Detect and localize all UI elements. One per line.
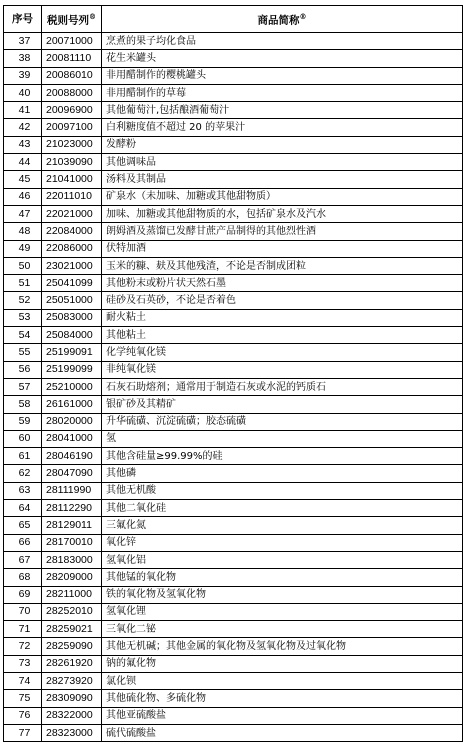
- table-row: [4, 205, 463, 222]
- table-row: [4, 482, 463, 499]
- tariff-code-cell: 25199099: [42, 361, 102, 378]
- serial-cell: 60: [4, 430, 42, 447]
- product-name-cell: 其他亚硫酸盐: [102, 707, 463, 724]
- tariff-code-cell: 22086000: [42, 240, 102, 257]
- product-name-cell: 硫代硫酸盐: [102, 724, 463, 741]
- table-row: [4, 67, 463, 84]
- table-row: [4, 102, 463, 119]
- table-row: [4, 188, 463, 205]
- product-name-cell: 铁的氧化物及氢氧化物: [102, 586, 463, 603]
- table-row: [4, 171, 463, 188]
- serial-cell: 37: [4, 33, 42, 50]
- tariff-code-cell: 20086010: [42, 67, 102, 84]
- product-name-cell: 氯化钡: [102, 672, 463, 689]
- serial-cell: 65: [4, 517, 42, 534]
- table-row: [4, 378, 463, 395]
- product-name-cell: 银矿砂及其精矿: [102, 396, 463, 413]
- footnote-mark: ®: [89, 12, 96, 22]
- tariff-code-cell: 28183000: [42, 551, 102, 568]
- product-name-cell: 三氧化二铋: [102, 621, 463, 638]
- product-name-cell: 其他含硅量≥99.99%的硅: [102, 448, 463, 465]
- tariff-code-cell: 22084000: [42, 223, 102, 240]
- tariff-code-cell: 28259021: [42, 621, 102, 638]
- product-name-cell: 非用醋制作的樱桃罐头: [102, 67, 463, 84]
- product-name-cell: 加味、加糖或其他甜物质的水，包括矿泉水及汽水: [102, 205, 463, 222]
- serial-cell: 54: [4, 327, 42, 344]
- product-name-cell: 朗姆酒及蒸馏已发酵甘蔗产品制得的其他烈性酒: [102, 223, 463, 240]
- serial-cell: 39: [4, 67, 42, 84]
- product-name-cell: 其他磷: [102, 465, 463, 482]
- table-row: [4, 724, 463, 741]
- product-name-cell: 非用醋制作的草莓: [102, 84, 463, 101]
- product-name-cell: 其他二氧化硅: [102, 500, 463, 517]
- header-tariff-code-label: 税则号列: [47, 14, 89, 27]
- table-row: [4, 275, 463, 292]
- table-row: [4, 223, 463, 240]
- footnote-mark: ®: [299, 12, 307, 22]
- product-name-cell: 烹煮的果子均化食品: [102, 33, 463, 50]
- table-row: [4, 257, 463, 274]
- tariff-code-cell: 28046190: [42, 448, 102, 465]
- tariff-code-cell: 21039090: [42, 154, 102, 171]
- serial-cell: 51: [4, 275, 42, 292]
- serial-cell: 77: [4, 724, 42, 741]
- table-row: [4, 136, 463, 153]
- serial-cell: 53: [4, 309, 42, 326]
- table-row: [4, 534, 463, 551]
- table-row: [4, 50, 463, 67]
- product-name-cell: 其他硫化物、多硫化物: [102, 690, 463, 707]
- table-row: [4, 655, 463, 672]
- tariff-code-cell: 28273920: [42, 672, 102, 689]
- tariff-code-cell: 28047090: [42, 465, 102, 482]
- table-row: [4, 309, 463, 326]
- serial-cell: 72: [4, 638, 42, 655]
- tariff-code-cell: 28259090: [42, 638, 102, 655]
- product-name-cell: 其他调味品: [102, 154, 463, 171]
- table-row: [4, 396, 463, 413]
- table-row: [4, 517, 463, 534]
- tariff-code-cell: 28323000: [42, 724, 102, 741]
- serial-cell: 38: [4, 50, 42, 67]
- table-row: [4, 430, 463, 447]
- product-name-cell: 化学纯氧化镁: [102, 344, 463, 361]
- tariff-code-cell: 21023000: [42, 136, 102, 153]
- table-row: [4, 33, 463, 50]
- tariff-code-cell: 28111990: [42, 482, 102, 499]
- tariff-code-cell: 28129011: [42, 517, 102, 534]
- serial-cell: 73: [4, 655, 42, 672]
- tariff-code-cell: 28209000: [42, 569, 102, 586]
- serial-cell: 75: [4, 690, 42, 707]
- table-row: [4, 361, 463, 378]
- table-row: [4, 603, 463, 620]
- product-name-cell: 升华硫磺、沉淀硫磺；胶态硫磺: [102, 413, 463, 430]
- product-name-cell: 氧化锌: [102, 534, 463, 551]
- table-row: [4, 672, 463, 689]
- tariff-code-cell: 25083000: [42, 309, 102, 326]
- serial-cell: 70: [4, 603, 42, 620]
- product-name-cell: 三氟化氮: [102, 517, 463, 534]
- table-row: [4, 707, 463, 724]
- tariff-code-cell: 25199091: [42, 344, 102, 361]
- table-row: [4, 344, 463, 361]
- table-row: [4, 240, 463, 257]
- tariff-code-cell: 28112290: [42, 500, 102, 517]
- serial-cell: 63: [4, 482, 42, 499]
- product-name-cell: 花生米罐头: [102, 50, 463, 67]
- tariff-code-cell: 25084000: [42, 327, 102, 344]
- tariff-code-cell: 28041000: [42, 430, 102, 447]
- product-name-cell: 石灰石助熔剂；通常用于制造石灰或水泥的钙质石: [102, 378, 463, 395]
- tariff-code-cell: 20071000: [42, 33, 102, 50]
- product-name-cell: 其他无机碱；其他金属的氧化物及氢氧化物及过氧化物: [102, 638, 463, 655]
- serial-cell: 55: [4, 344, 42, 361]
- table-row: [4, 690, 463, 707]
- tariff-code-cell: 28170010: [42, 534, 102, 551]
- table-row: [4, 119, 463, 136]
- table-row: [4, 448, 463, 465]
- product-name-cell: 非纯氧化镁: [102, 361, 463, 378]
- serial-cell: 62: [4, 465, 42, 482]
- table-row: [4, 465, 463, 482]
- table-row: [4, 84, 463, 101]
- serial-cell: 76: [4, 707, 42, 724]
- product-name-cell: 其他无机酸: [102, 482, 463, 499]
- serial-cell: 57: [4, 378, 42, 395]
- header-product-name-label: 商品简称: [257, 14, 300, 27]
- serial-cell: 47: [4, 205, 42, 222]
- serial-cell: 44: [4, 154, 42, 171]
- product-name-cell: 其他粘土: [102, 327, 463, 344]
- serial-cell: 49: [4, 240, 42, 257]
- header-product-name: [102, 6, 463, 33]
- tariff-code-cell: 25210000: [42, 378, 102, 395]
- tariff-code-cell: 25041099: [42, 275, 102, 292]
- serial-cell: 50: [4, 257, 42, 274]
- serial-cell: 58: [4, 396, 42, 413]
- table-row: [4, 621, 463, 638]
- serial-cell: 61: [4, 448, 42, 465]
- tariff-code-cell: 28020000: [42, 413, 102, 430]
- tariff-code-cell: 20097100: [42, 119, 102, 136]
- tariff-code-cell: 21041000: [42, 171, 102, 188]
- tariff-code-cell: 22021000: [42, 205, 102, 222]
- tariff-code-cell: 26161000: [42, 396, 102, 413]
- product-name-cell: 氢氧化锂: [102, 603, 463, 620]
- table-row: [4, 327, 463, 344]
- serial-cell: 52: [4, 292, 42, 309]
- tariff-code-cell: 25051000: [42, 292, 102, 309]
- table-row: [4, 413, 463, 430]
- tariff-code-cell: 20096900: [42, 102, 102, 119]
- product-name-cell: 玉米的糠、麸及其他残渣，不论是否制成团粒: [102, 257, 463, 274]
- tariff-code-cell: 28309090: [42, 690, 102, 707]
- serial-cell: 64: [4, 500, 42, 517]
- product-name-cell: 伏特加酒: [102, 240, 463, 257]
- table-row: [4, 154, 463, 171]
- product-name-cell: 硅砂及石英砂，不论是否着色: [102, 292, 463, 309]
- table-row: [4, 638, 463, 655]
- serial-cell: 45: [4, 171, 42, 188]
- product-name-cell: 氢: [102, 430, 463, 447]
- product-name-cell: 氢氧化铝: [102, 551, 463, 568]
- serial-cell: 40: [4, 84, 42, 101]
- tariff-code-cell: 23021000: [42, 257, 102, 274]
- product-name-cell: 矿泉水（未加味、加糖或其他甜物质）: [102, 188, 463, 205]
- table-row: [4, 569, 463, 586]
- tariff-table: [3, 5, 463, 742]
- header-tariff-code: [42, 6, 102, 33]
- serial-cell: 56: [4, 361, 42, 378]
- product-name-cell: 钠的氟化物: [102, 655, 463, 672]
- product-name-cell: 其他锰的氧化物: [102, 569, 463, 586]
- table-row: [4, 500, 463, 517]
- header-row: [4, 6, 463, 33]
- table-body: [4, 33, 463, 742]
- tariff-code-cell: 28211000: [42, 586, 102, 603]
- table-row: [4, 292, 463, 309]
- serial-cell: 68: [4, 569, 42, 586]
- product-name-cell: 发酵粉: [102, 136, 463, 153]
- serial-cell: 41: [4, 102, 42, 119]
- tariff-code-cell: 22011010: [42, 188, 102, 205]
- tariff-code-cell: 28252010: [42, 603, 102, 620]
- tariff-code-cell: 20081110: [42, 50, 102, 67]
- serial-cell: 42: [4, 119, 42, 136]
- tariff-code-cell: 20088000: [42, 84, 102, 101]
- serial-cell: 46: [4, 188, 42, 205]
- product-name-cell: 耐火粘土: [102, 309, 463, 326]
- serial-cell: 48: [4, 223, 42, 240]
- serial-cell: 43: [4, 136, 42, 153]
- serial-cell: 59: [4, 413, 42, 430]
- product-name-cell: 其他粉末或粉片状天然石墨: [102, 275, 463, 292]
- serial-cell: 69: [4, 586, 42, 603]
- table-row: [4, 551, 463, 568]
- product-name-cell: 汤料及其制品: [102, 171, 463, 188]
- serial-cell: 74: [4, 672, 42, 689]
- tariff-code-cell: 28322000: [42, 707, 102, 724]
- product-name-cell: 白利糖度值不超过 20 的苹果汁: [102, 119, 463, 136]
- header-serial: [4, 6, 42, 33]
- tariff-code-cell: 28261920: [42, 655, 102, 672]
- header-serial-label: 序号: [12, 12, 33, 25]
- serial-cell: 67: [4, 551, 42, 568]
- product-name-cell: 其他葡萄汁,包括酿酒葡萄汁: [102, 102, 463, 119]
- table-row: [4, 586, 463, 603]
- serial-cell: 71: [4, 621, 42, 638]
- serial-cell: 66: [4, 534, 42, 551]
